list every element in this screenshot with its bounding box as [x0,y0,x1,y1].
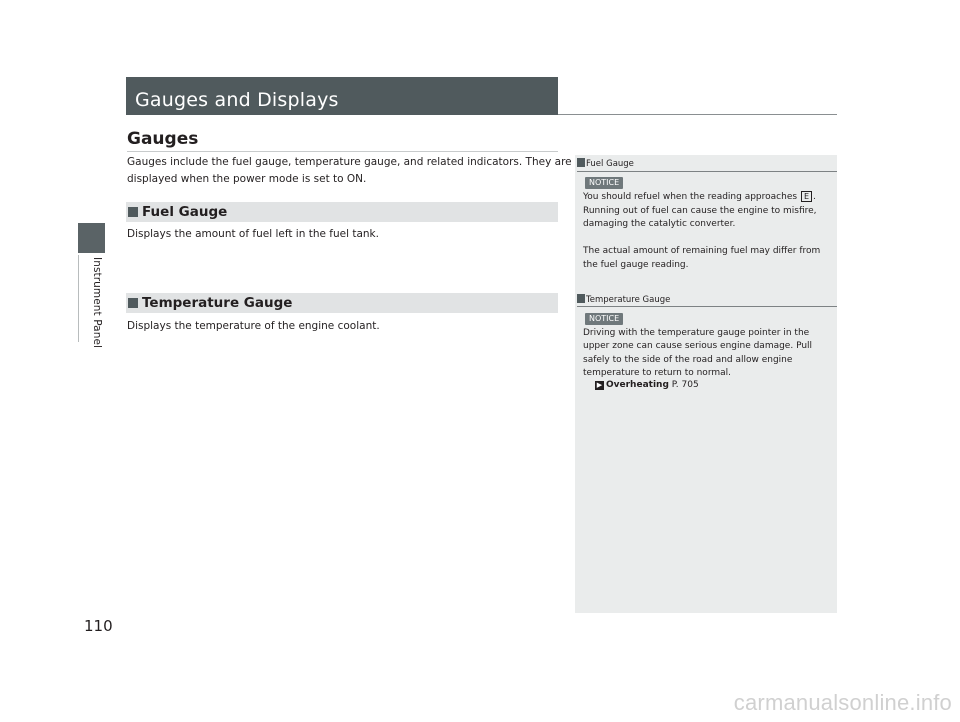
xref-page: P. 705 [671,380,699,390]
square-bullet-icon [128,207,138,217]
temperature-note-title: Temperature Gauge [577,294,670,305]
intro-line-1: Gauges include the fuel gauge, temperature gauge, and related indicators. They are [127,156,572,168]
temperature-gauge-heading-text: Temperature Gauge [142,295,293,311]
reference-marker-icon [577,294,585,303]
fuel-note-line-2: Running out of fuel can cause the engine to misfire, [583,206,817,216]
temperature-gauge-heading [128,295,292,311]
section-title: Gauges and Displays [135,89,339,111]
temperature-note-rule [577,306,837,307]
fuel-gauge-heading-text: Fuel Gauge [142,204,228,220]
fuel-note-title: Fuel Gauge [577,158,634,169]
page-heading: Gauges [127,129,199,149]
heading-rule [127,151,558,152]
page-number: 110 [84,617,113,635]
reference-marker-icon [577,158,585,167]
fuel-gauge-text: Displays the amount of fuel left in the fuel tank. [127,228,379,240]
fuel-note-rule [577,171,837,172]
chapter-label: Instrument Panel [91,257,103,349]
temperature-notice-badge: NOTICE [585,313,623,325]
fuel-note-line-5: the fuel gauge reading. [583,260,689,270]
temperature-gauge-text: Displays the temperature of the engine coolant. [127,320,380,332]
square-bullet-icon [128,298,138,308]
watermark: carmanualsonline.info [733,690,952,715]
chapter-tab-line [78,255,79,342]
temperature-note-line-1: Driving with the temperature gauge pointer in the [583,328,810,338]
intro-line-2: displayed when the power mode is set to ON. [127,173,367,185]
fuel-note-line-1: You should refuel when the reading approaches E . [583,192,816,202]
temperature-note-line-4: temperature to return to normal. [583,368,731,378]
fuel-note-line-3: damaging the catalytic converter. [583,219,736,229]
fuel-notice-badge: NOTICE [585,177,623,189]
chapter-tab-marker [78,223,105,253]
temperature-note-line-3: safely to the side of the road and allow engine [583,355,793,365]
section-title-rule [558,114,837,115]
cross-reference-arrow-icon: ▶ [596,381,603,389]
fuel-note-line-4: The actual amount of remaining fuel may differ from [583,246,821,256]
fuel-gauge-heading [128,204,227,220]
temperature-note-line-2: upper zone can cause serious engine damage. Pull [583,341,813,351]
overheating-cross-reference[interactable] [595,380,699,390]
xref-title: Overheating [606,380,669,390]
empty-mark-icon: E [801,191,812,202]
